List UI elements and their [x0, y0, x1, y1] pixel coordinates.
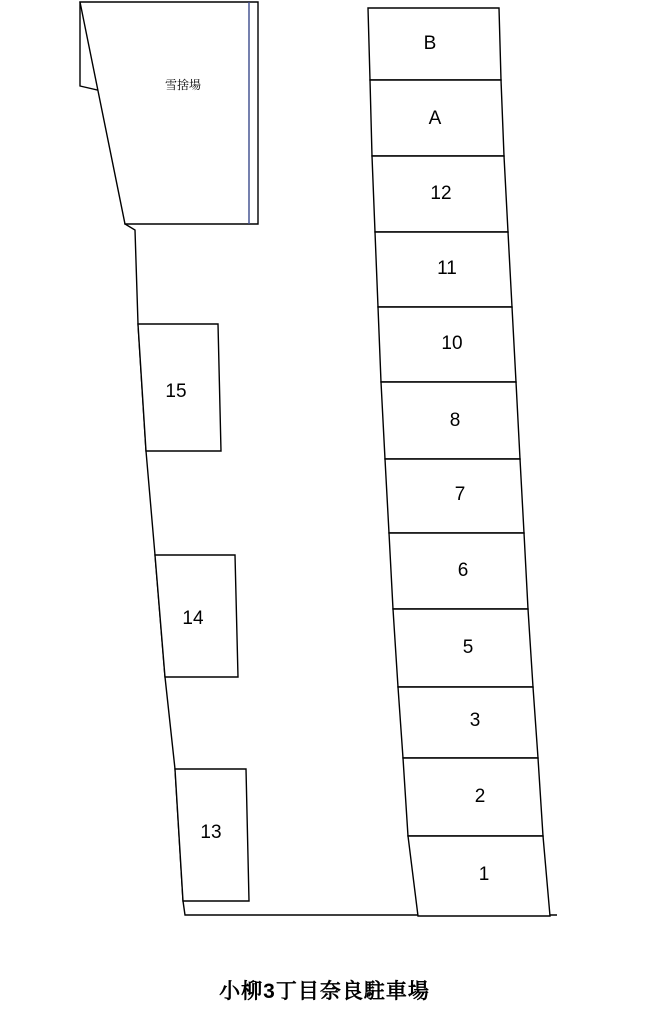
stall-label-6: 6: [457, 560, 469, 582]
stall-label-3: 3: [469, 710, 481, 732]
stall-label-14: 14: [182, 608, 204, 630]
stall-label-10: 10: [441, 333, 463, 355]
stall-label-2: 2: [474, 786, 486, 808]
stall-2[interactable]: [403, 758, 543, 836]
stall-3[interactable]: [398, 687, 538, 758]
stall-label-A: A: [428, 108, 442, 130]
stall-label-1: 1: [478, 864, 490, 886]
stall-label-13: 13: [200, 822, 222, 844]
stall-label-5: 5: [462, 637, 474, 659]
snow-dump-label: 雪捨場: [164, 78, 202, 93]
stall-label-11: 11: [437, 258, 457, 280]
stall-label-B: B: [423, 33, 437, 55]
stall-label-12: 12: [430, 183, 452, 205]
stall-label-8: 8: [449, 410, 461, 432]
stall-label-7: 7: [454, 484, 466, 506]
snow-dump-area: [80, 2, 258, 224]
stall-label-15: 15: [165, 381, 187, 403]
diagram-caption: 小柳3丁目奈良駐車場: [219, 980, 430, 1003]
